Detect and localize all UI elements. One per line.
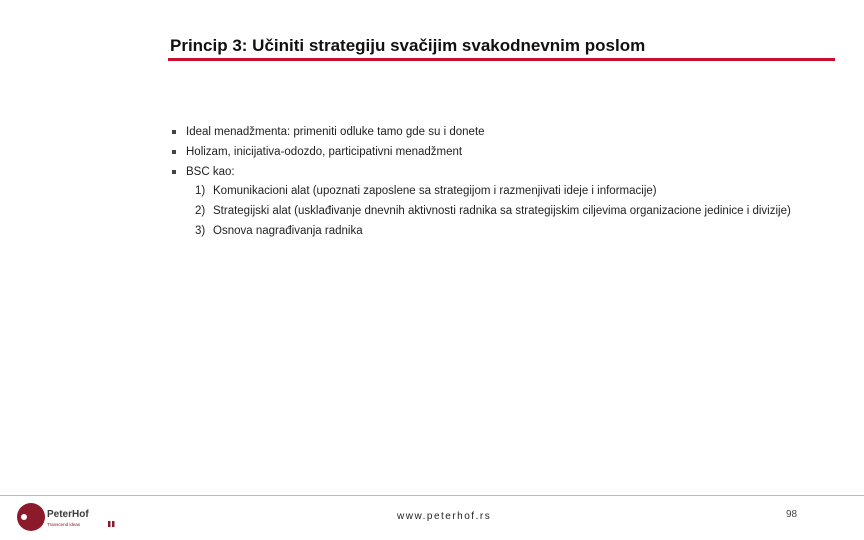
bullet-item bbox=[170, 122, 830, 142]
bullet-text: BSC kao: bbox=[186, 166, 235, 178]
bullet-marker-icon bbox=[172, 150, 176, 154]
bullet-text: Ideal menadžmenta: primeniti odluke tamo gde su i donete bbox=[186, 126, 485, 138]
logo-bar-icon bbox=[112, 521, 115, 527]
footer-url: www.peterhof.rs bbox=[397, 511, 492, 522]
title-underline bbox=[168, 58, 835, 61]
numbered-label: 3) bbox=[195, 225, 206, 237]
peterhof-logo bbox=[14, 502, 124, 532]
bullet-item bbox=[170, 162, 830, 182]
bullet-marker-icon bbox=[172, 170, 176, 174]
logo-bar-icon bbox=[108, 521, 111, 527]
numbered-label: 1) bbox=[195, 185, 206, 197]
footer-divider bbox=[0, 495, 864, 496]
logo-dot-icon bbox=[21, 514, 27, 520]
numbered-label: 2) bbox=[195, 205, 206, 217]
numbered-text: Osnova nagrađivanja radnika bbox=[213, 225, 363, 237]
numbered-item bbox=[170, 222, 830, 240]
bullet-marker-icon bbox=[172, 130, 176, 134]
bullet-item bbox=[170, 142, 830, 162]
numbered-item bbox=[170, 202, 830, 220]
logo-name: PeterHof bbox=[47, 509, 89, 520]
page-number: 98 bbox=[786, 509, 798, 520]
numbered-text: Komunikacioni alat (upoznati zaposlene sa strategijom i razmenjivati ideje i informacije) bbox=[213, 185, 657, 197]
numbered-item bbox=[170, 182, 830, 200]
slide-content bbox=[170, 122, 830, 242]
bullet-text: Holizam, inicijativa-odozdo, participativni menadžment bbox=[186, 146, 463, 158]
slide-title: Princip 3: Učiniti strategiju svačijim svakodnevnim poslom bbox=[170, 36, 646, 55]
logo-tagline: Transcend ideas bbox=[47, 522, 81, 527]
numbered-text: Strategijski alat (usklađivanje dnevnih aktivnosti radnika sa strategijskim ciljevima organizacione jedinice i divizije) bbox=[213, 205, 791, 217]
